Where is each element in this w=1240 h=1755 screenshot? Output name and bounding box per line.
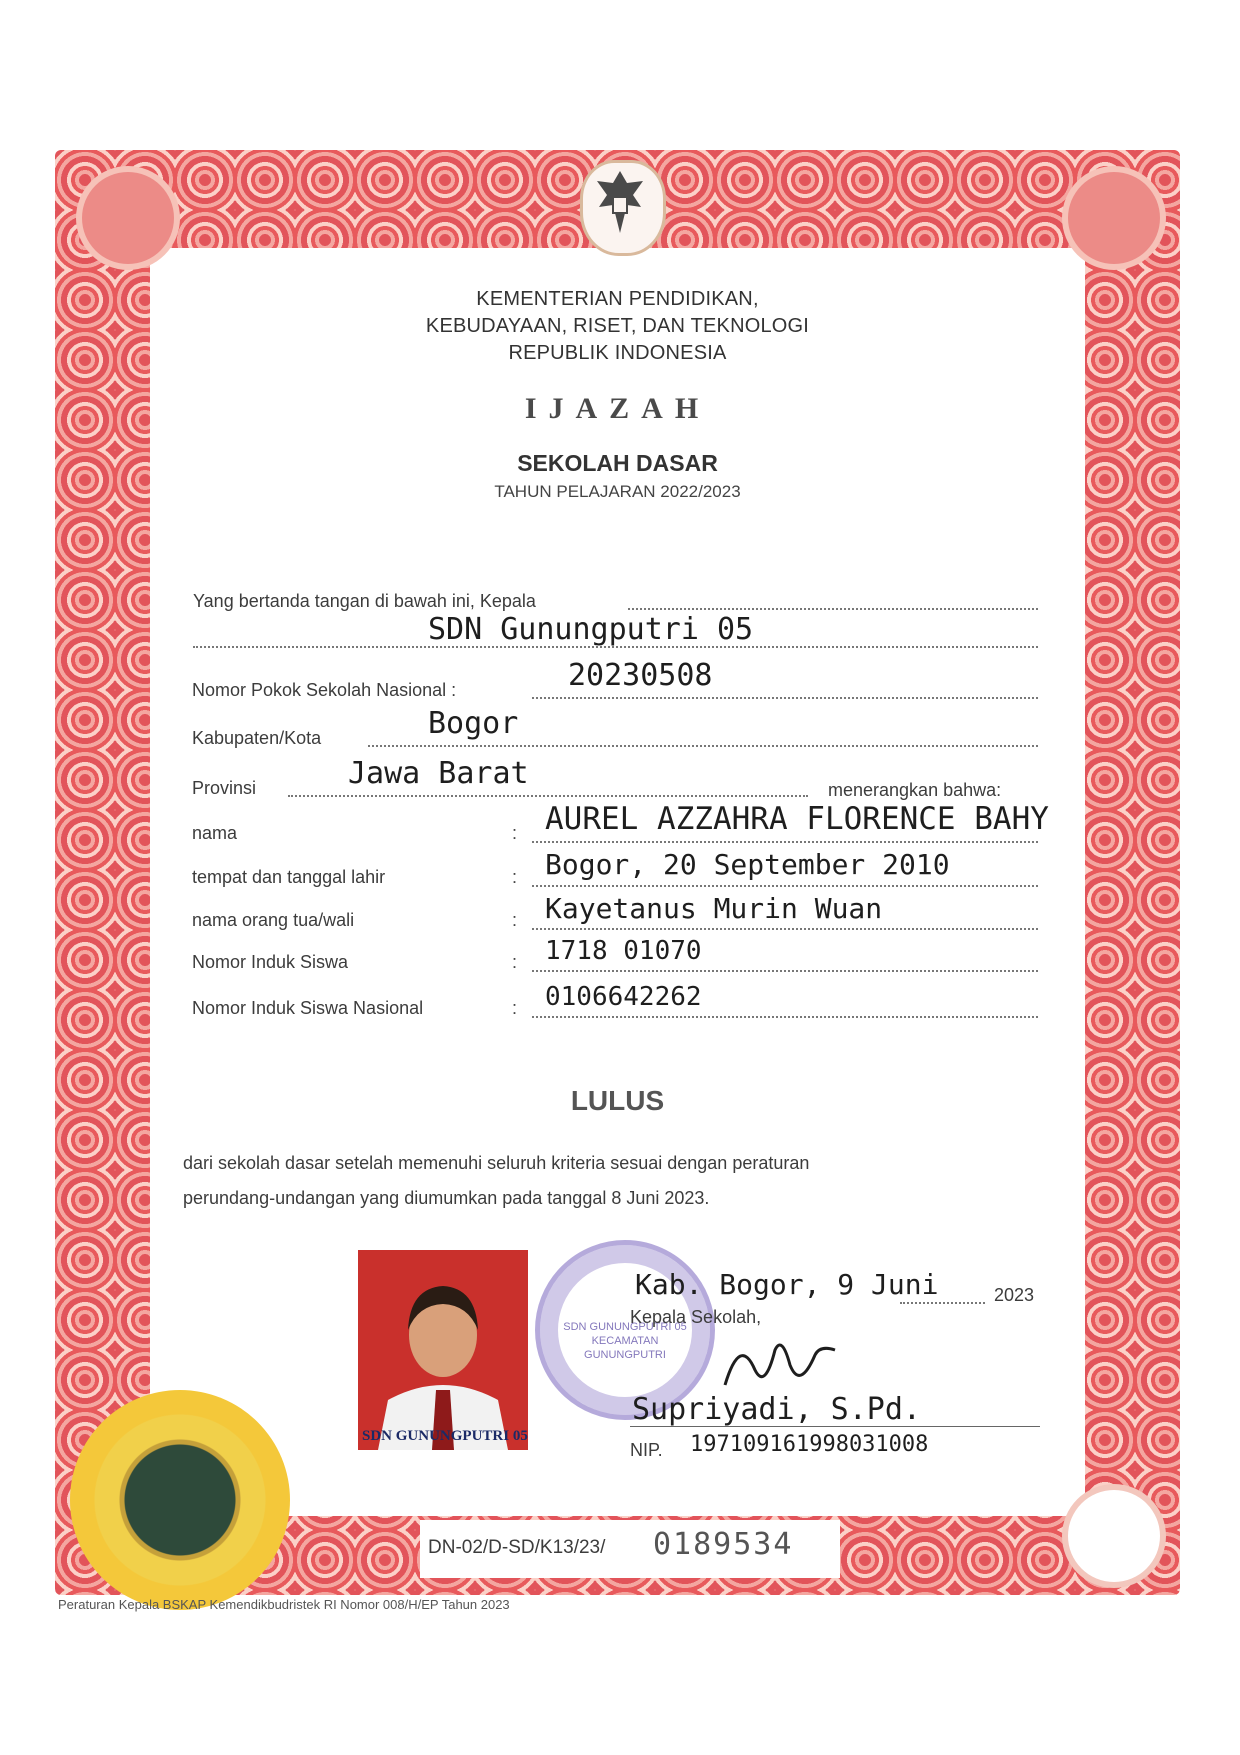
place-date-value: Kab. Bogor, 9 Juni [635, 1268, 939, 1301]
ministry-line-3: REPUBLIK INDONESIA [508, 342, 727, 364]
position-label: Kepala Sekolah, [630, 1307, 762, 1327]
statement-line-2: perundang-undangan yang diumumkan pada tanggal 8 Juni 2023. [183, 1188, 710, 1208]
document-title: IJAZAH [524, 392, 711, 425]
regency-value: Bogor [428, 706, 519, 741]
academic-year: TAHUN PELAJARAN 2022/2023 [494, 482, 741, 501]
statement-line-1: dari sekolah dasar setelah memenuhi seluruh kriteria sesuai dengan peraturan [183, 1153, 810, 1173]
colon: : [512, 998, 518, 1018]
ministry-heading [150, 286, 1085, 367]
student-photo [358, 1250, 528, 1450]
ministry-line-1: KEMENTERIAN PENDIDIKAN, [476, 288, 759, 310]
declares-label: menerangkan bahwa: [828, 780, 1002, 800]
signature-year: 2023 [994, 1285, 1035, 1305]
nip-value: 197109161998031008 [690, 1432, 929, 1457]
colon: : [512, 823, 518, 843]
dotted-line [532, 1016, 1038, 1018]
birth-value: Bogor, 20 September 2010 [545, 848, 950, 881]
nisn-label: Nomor Induk Siswa Nasional [192, 998, 424, 1018]
province-value: Jawa Barat [348, 756, 529, 791]
npsn-value: 20230508 [568, 658, 713, 693]
npsn-label: Nomor Pokok Sekolah Nasional : [192, 680, 457, 700]
serial-number: 0189534 [653, 1527, 794, 1562]
garuda-emblem-icon [580, 160, 666, 256]
student-name-value: AUREL AZZAHRA FLORENCE BAHY [545, 801, 1049, 837]
school-name-value: SDN Gunungputri 05 [428, 612, 754, 647]
signature-line [630, 1426, 1040, 1427]
signer-name-value: Supriyadi, S.Pd. [632, 1392, 921, 1427]
dotted-line [532, 697, 1038, 699]
regency-label: Kabupaten/Kota [192, 728, 322, 748]
nis-label: Nomor Induk Siswa [192, 952, 349, 972]
dotted-line [532, 885, 1038, 887]
dotted-line [368, 745, 1038, 747]
name-label: nama [192, 823, 238, 843]
corner-ornament-top-left [82, 172, 174, 264]
regulation-footer: Peraturan Kepala BSKAP Kemendikbudristek RI Nomor 008/H/EP Tahun 2023 [58, 1597, 510, 1612]
stamp-line-2: KECAMATAN GUNUNGPUTRI [584, 1335, 666, 1361]
nisn-value: 0106642262 [545, 982, 702, 1012]
dotted-line [193, 646, 1038, 648]
parent-label: nama orang tua/wali [192, 910, 355, 930]
tutwuri-seal-icon [70, 1390, 290, 1610]
parent-value: Kayetanus Murin Wuan [545, 892, 883, 925]
corner-ornament-top-right [1068, 172, 1160, 264]
colon: : [512, 952, 518, 972]
nip-label: NIP. [630, 1440, 663, 1460]
school-level: SEKOLAH DASAR [517, 450, 718, 476]
corner-ornament-bottom-right [1068, 1490, 1160, 1582]
serial-code: DN-02/D-SD/K13/23/ [428, 1537, 606, 1558]
ministry-line-2: KEBUDAYAAN, RISET, DAN TEKNOLOGI [425, 315, 810, 337]
dotted-line [900, 1302, 985, 1304]
province-label: Provinsi [192, 778, 257, 798]
colon: : [512, 910, 518, 930]
stamp-line-1: SDN GUNUNGPUTRI 05 [563, 1321, 687, 1333]
dotted-line [288, 795, 808, 797]
graduation-status: LULUS [570, 1085, 665, 1116]
dotted-line [532, 970, 1038, 972]
dotted-line [628, 608, 1038, 610]
nis-value: 1718 01070 [545, 936, 702, 966]
dotted-line [532, 928, 1038, 930]
dotted-line [532, 841, 1038, 843]
signer-intro-label: Yang bertanda tangan di bawah ini, Kepala [193, 591, 536, 611]
colon: : [512, 867, 518, 887]
birth-label: tempat dan tanggal lahir [192, 867, 386, 887]
photo-caption: SDN GUNUNGPUTRI 05 [362, 1428, 528, 1444]
